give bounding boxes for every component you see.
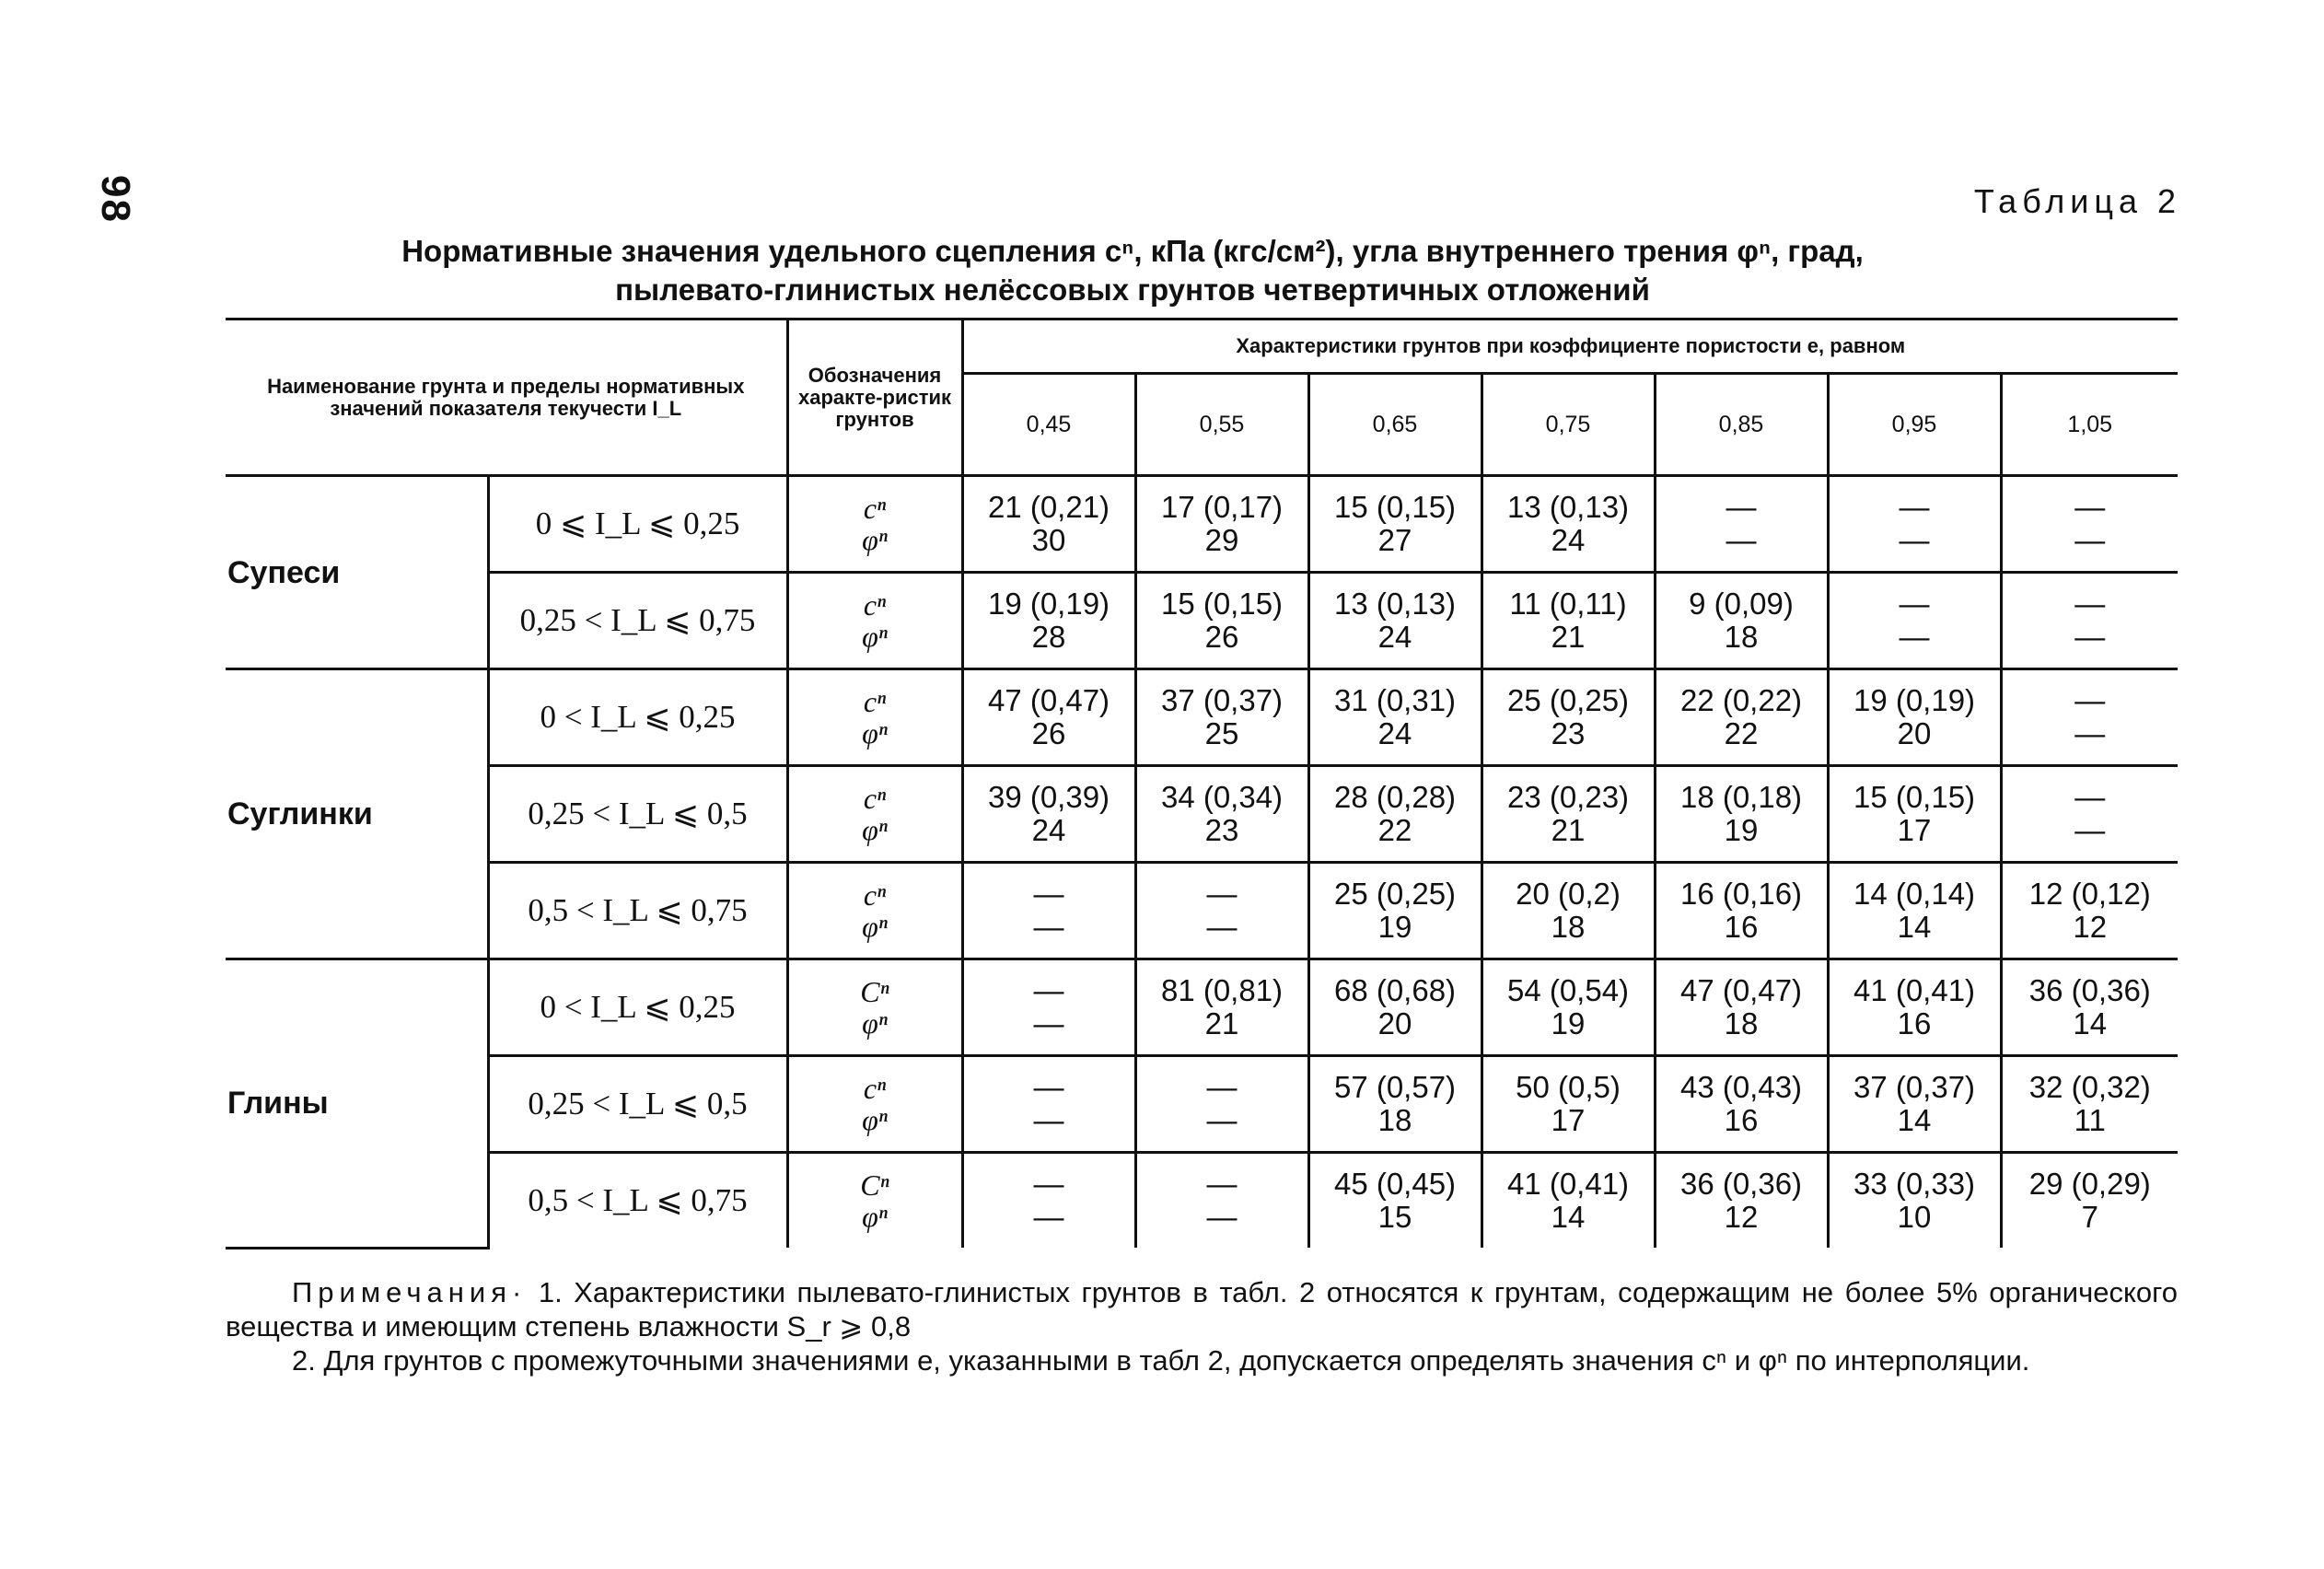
symbol-cell: Cⁿ φⁿ <box>787 959 962 1056</box>
soil-name: Супеси <box>226 476 488 669</box>
soil-name: Глины <box>226 959 488 1249</box>
value-cell: 33 (0,33) 10 <box>1828 1153 2001 1249</box>
header-e-value: 0,75 <box>1482 374 1655 476</box>
range-cell: 0,25 < I_L ⩽ 0,5 <box>488 766 787 863</box>
range-cell: 0,5 < I_L ⩽ 0,75 <box>488 863 787 959</box>
symbol-cell: cⁿ φⁿ <box>787 669 962 766</box>
note-1 <box>226 1275 2178 1343</box>
value-cell: 34 (0,34) 23 <box>1135 766 1308 863</box>
header-symbol: Обозначения характе-ристик грунтов <box>787 320 962 476</box>
value-cell: 20 (0,2) 18 <box>1482 863 1655 959</box>
page-number: 98 <box>93 175 138 224</box>
value-cell: 32 (0,32) 11 <box>2001 1056 2178 1153</box>
symbol-cell: cⁿ φⁿ <box>787 1056 962 1153</box>
value-cell: 36 (0,36) 12 <box>1655 1153 1828 1249</box>
table-row <box>226 1056 2178 1153</box>
value-cell: 15 (0,15) 17 <box>1828 766 2001 863</box>
value-cell: 37 (0,37) 14 <box>1828 1056 2001 1153</box>
value-cell: 43 (0,43) 16 <box>1655 1056 1828 1153</box>
value-cell: — — <box>2001 669 2178 766</box>
notes-lead: Примечания· <box>292 1276 528 1308</box>
range-cell: 0 < I_L ⩽ 0,25 <box>488 959 787 1056</box>
table-row <box>226 959 2178 1056</box>
range-cell: 0 < I_L ⩽ 0,25 <box>488 669 787 766</box>
value-cell: — — <box>962 1153 1135 1249</box>
symbol-cell: cⁿ φⁿ <box>787 476 962 573</box>
value-cell: 41 (0,41) 16 <box>1828 959 2001 1056</box>
title-line-1: Нормативные значения удельного сцепления cⁿ, кПа (кгс/см²), угла внутреннего трения φⁿ, град, <box>401 234 1864 268</box>
value-cell: — — <box>2001 766 2178 863</box>
value-cell: 12 (0,12) 12 <box>2001 863 2178 959</box>
value-cell: 25 (0,25) 19 <box>1308 863 1482 959</box>
header-soil-name: Наименование грунта и пределы нормативных значений показателя текучести I_L <box>226 320 787 476</box>
table-row <box>226 1153 2178 1249</box>
value-cell: 19 (0,19) 28 <box>962 573 1135 669</box>
table-row <box>226 863 2178 959</box>
value-cell: — — <box>962 959 1135 1056</box>
value-cell: 54 (0,54) 19 <box>1482 959 1655 1056</box>
symbol-cell: cⁿ φⁿ <box>787 766 962 863</box>
value-cell: 81 (0,81) 21 <box>1135 959 1308 1056</box>
value-cell: 18 (0,18) 19 <box>1655 766 1828 863</box>
value-cell: 21 (0,21) 30 <box>962 476 1135 573</box>
note-2: 2. Для грунтов с промежуточными значениями e, указанными в табл 2, допускается определять значения cⁿ и φⁿ по интерполяции. <box>292 1344 2030 1377</box>
note-1-text: 1. Характеристики пылевато-глинистых грунтов в табл. 2 относятся к грунтам, содержащим не более 5% органического вещества и имеющим степень влажности S_r ⩾ 0,8 <box>226 1276 2178 1342</box>
value-cell: 47 (0,47) 26 <box>962 669 1135 766</box>
range-cell: 0 ⩽ I_L ⩽ 0,25 <box>488 476 787 573</box>
value-cell: — — <box>962 1056 1135 1153</box>
value-cell: 37 (0,37) 25 <box>1135 669 1308 766</box>
value-cell: — — <box>1135 1056 1308 1153</box>
value-cell: 68 (0,68) 20 <box>1308 959 1482 1056</box>
value-cell: 50 (0,5) 17 <box>1482 1056 1655 1153</box>
value-cell: 36 (0,36) 14 <box>2001 959 2178 1056</box>
header-e-value: 0,45 <box>962 374 1135 476</box>
value-cell: 17 (0,17) 29 <box>1135 476 1308 573</box>
value-cell: — — <box>1828 573 2001 669</box>
symbol-cell: cⁿ φⁿ <box>787 573 962 669</box>
range-cell: 0,5 < I_L ⩽ 0,75 <box>488 1153 787 1249</box>
value-cell: 9 (0,09) 18 <box>1655 573 1828 669</box>
range-cell: 0,25 < I_L ⩽ 0,75 <box>488 573 787 669</box>
value-cell: 16 (0,16) 16 <box>1655 863 1828 959</box>
title-line-2: пылевато-глинистых нелёссовых грунтов четвертичных отложений <box>615 273 1650 307</box>
table-row <box>226 669 2178 766</box>
header-group: Характеристики грунтов при коэффициенте пористости e, равном <box>962 320 2178 374</box>
value-cell: 45 (0,45) 15 <box>1308 1153 1482 1249</box>
value-cell: 11 (0,11) 21 <box>1482 573 1655 669</box>
symbol-cell: cⁿ φⁿ <box>787 863 962 959</box>
value-cell: 29 (0,29) 7 <box>2028 1167 2151 1234</box>
value-cell: 13 (0,13) 24 <box>1482 476 1655 573</box>
value-cell: 15 (0,15) 26 <box>1135 573 1308 669</box>
header-e-value: 0,85 <box>1655 374 1828 476</box>
value-cell: — — <box>1828 476 2001 573</box>
header-e-value: 0,95 <box>1828 374 2001 476</box>
value-cell: 13 (0,13) 24 <box>1308 573 1482 669</box>
value-cell: 19 (0,19) 20 <box>1828 669 2001 766</box>
value-cell: 31 (0,31) 24 <box>1308 669 1482 766</box>
value-cell: 57 (0,57) 18 <box>1308 1056 1482 1153</box>
value-cell: — — <box>2001 476 2178 573</box>
table-title <box>221 232 2044 309</box>
value-cell: 15 (0,15) 27 <box>1308 476 1482 573</box>
table-notes <box>226 1275 2178 1377</box>
value-cell: 14 (0,14) 14 <box>1828 863 2001 959</box>
header-e-value: 0,65 <box>1308 374 1482 476</box>
value-cell: 47 (0,47) 18 <box>1655 959 1828 1056</box>
value-cell: 41 (0,41) 14 <box>1482 1153 1655 1249</box>
value-cell: 28 (0,28) 22 <box>1308 766 1482 863</box>
value-cell: 25 (0,25) 23 <box>1482 669 1655 766</box>
soil-name: Суглинки <box>226 669 488 959</box>
value-cell: — — <box>2001 573 2178 669</box>
table-row <box>226 766 2178 863</box>
value-cell: 39 (0,39) 24 <box>962 766 1135 863</box>
value-cell: 23 (0,23) 21 <box>1482 766 1655 863</box>
table-row <box>226 476 2178 573</box>
value-cell: — — <box>1655 476 1828 573</box>
value-cell: — — <box>962 863 1135 959</box>
value-cell: 22 (0,22) 22 <box>1655 669 1828 766</box>
table-row <box>226 573 2178 669</box>
value-cell: — — <box>1135 863 1308 959</box>
symbol-cell: Cⁿ φⁿ <box>787 1153 962 1249</box>
header-e-value: 0,55 <box>1135 374 1308 476</box>
header-e-value: 1,05 <box>2001 374 2178 476</box>
table-label: Таблица 2 <box>1973 182 2181 220</box>
range-cell: 0,25 < I_L ⩽ 0,5 <box>488 1056 787 1153</box>
soil-properties-table <box>226 318 2178 1249</box>
value-cell: — — <box>1135 1153 1308 1249</box>
